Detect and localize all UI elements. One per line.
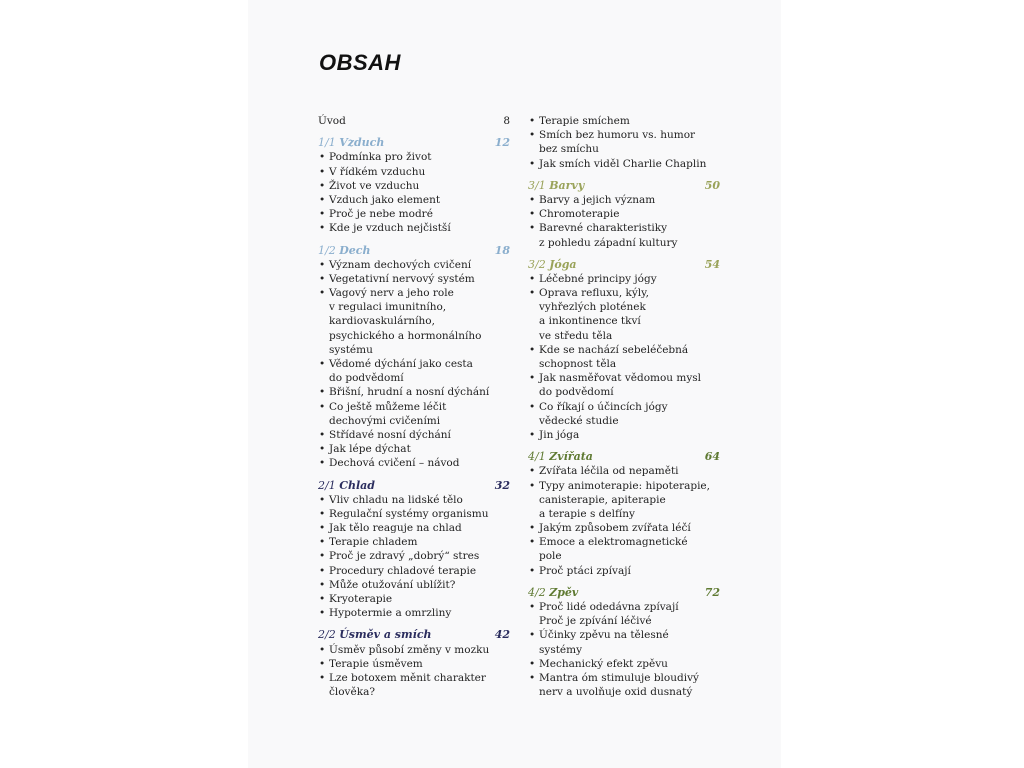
toc-column-left (318, 114, 510, 699)
section-heading-title (318, 628, 432, 642)
section-page-number: 50 (704, 178, 720, 192)
section-heading[interactable] (528, 450, 720, 464)
toc-entry[interactable]: • Proč ptáci zpívají (528, 564, 720, 578)
section-page-number: 64 (704, 450, 720, 464)
section-heading-title (318, 136, 384, 150)
toc-entry-continuation[interactable]: do podvědomí (329, 372, 404, 385)
toc-entry[interactable]: • Barevné charakteristiky (528, 221, 720, 235)
toc-entry[interactable]: • Chromoterapie (528, 207, 720, 221)
section-heading[interactable] (528, 258, 720, 272)
toc-entry-continuation[interactable]: bez smíchu (539, 143, 599, 156)
section-zpev (528, 586, 720, 700)
intro-page: 8 (503, 115, 510, 127)
section-page-number: 54 (704, 257, 720, 271)
toc-entry[interactable]: • Léčebné principy jógy (528, 272, 720, 286)
section-page-number: 42 (494, 628, 510, 642)
toc-entry-continuation[interactable]: a inkontinence tkví (539, 315, 641, 328)
toc-entry-continuation[interactable]: kardiovaskulárního, (329, 315, 435, 328)
toc-entry-continuation[interactable]: systémy (539, 643, 583, 656)
toc-entry[interactable]: • Co říkají o účincích jógy (528, 400, 720, 414)
toc-entry[interactable]: • Jak smích viděl Charlie Chaplin (528, 157, 720, 171)
toc-intro-entry[interactable] (318, 114, 510, 128)
toc-entry[interactable]: • Emoce a elektromagnetické (528, 535, 720, 549)
toc-entry[interactable]: • Mechanický efekt zpěvu (528, 657, 720, 671)
section-usmev-a-smich (318, 628, 510, 699)
toc-entry[interactable]: • Hypotermie a omrzliny (318, 606, 510, 620)
section-heading-title (318, 244, 370, 258)
toc-entry[interactable]: • Úsměv působí změny v mozku (318, 643, 510, 657)
toc-entry[interactable]: • Regulační systémy organismu (318, 507, 510, 521)
page-title: OBSAH (319, 50, 401, 75)
toc-entry-continuation[interactable]: vědecké studie (539, 414, 619, 427)
section-heading[interactable] (318, 244, 510, 258)
toc-entry-continuation[interactable]: do podvědomí (539, 386, 614, 399)
section-heading-title (318, 479, 375, 493)
section-name: Dech (339, 243, 371, 257)
toc-entry[interactable]: • Střídavé nosní dýchání (318, 428, 510, 442)
toc-entry[interactable]: • Vegetativní nervový systém (318, 272, 510, 286)
toc-entry[interactable]: • Jin jóga (528, 428, 720, 442)
toc-entry-continuation[interactable]: dechovými cvičeními (329, 414, 441, 427)
section-name: Barvy (549, 178, 585, 192)
section-name: Jóga (549, 257, 577, 271)
toc-entry-continuation[interactable]: canisterapie, apiterapie (539, 493, 666, 506)
section-page-number: 32 (494, 478, 510, 492)
section-number: 1/2 (318, 243, 336, 257)
section-heading[interactable] (528, 586, 720, 600)
toc-entry[interactable]: • Jak lépe dýchat (318, 442, 510, 456)
toc-entry[interactable]: • Jak nasměřovat vědomou mysl (528, 371, 720, 385)
toc-entry[interactable]: • Kryoterapie (318, 592, 510, 606)
section-heading-title (528, 586, 578, 600)
toc-entry[interactable]: • Může otužování ublížit? (318, 578, 510, 592)
toc-entry[interactable]: • Kde je vzduch nejčistší (318, 221, 510, 235)
section-number: 2/1 (318, 478, 336, 492)
section-usmev-a-smich-continued (528, 114, 720, 171)
toc-entry-continuation[interactable]: a terapie s delfíny (539, 507, 635, 520)
toc-entry[interactable]: • Vliv chladu na lidské tělo (318, 493, 510, 507)
toc-entry[interactable]: • Oprava refluxu, kýly, (528, 286, 720, 300)
toc-entry[interactable]: • Proč je zdravý „dobrý“ stres (318, 549, 510, 563)
toc-entry[interactable]: • Smích bez humoru vs. humor (528, 128, 720, 142)
section-heading-title (528, 258, 577, 272)
toc-entry[interactable]: • Co ještě můžeme léčit (318, 400, 510, 414)
toc-entry-continuation[interactable]: ve středu těla (539, 329, 613, 342)
toc-entry-continuation[interactable]: Proč je zpívání léčivé (539, 615, 652, 628)
toc-entry[interactable]: • Proč je nebe modré (318, 207, 510, 221)
intro-label: Úvod (318, 115, 346, 127)
toc-entry[interactable]: • Břišní, hrudní a nosní dýchání (318, 385, 510, 399)
toc-entry[interactable]: • Jakým způsobem zvířata léčí (528, 521, 720, 535)
section-name: Vzduch (339, 136, 385, 150)
section-number: 4/1 (528, 450, 546, 464)
toc-entry[interactable]: • Procedury chladové terapie (318, 564, 510, 578)
toc-entry[interactable]: • Podmínka pro život (318, 150, 510, 164)
section-chlad (318, 479, 510, 621)
toc-entry-continuation[interactable]: z pohledu západní kultury (539, 236, 678, 249)
section-name: Chlad (339, 478, 375, 492)
toc-entry[interactable]: • Jak tělo reaguje na chlad (318, 521, 510, 535)
section-name: Zvířata (549, 450, 593, 464)
toc-entry-continuation[interactable]: psychického a hormonálního (329, 329, 482, 342)
section-heading[interactable] (318, 628, 510, 642)
section-dech (318, 244, 510, 471)
toc-entry[interactable]: • Barvy a jejich význam (528, 193, 720, 207)
toc-entry[interactable]: • Lze botoxem měnit charakter (318, 671, 510, 685)
toc-entry[interactable]: • V řídkém vzduchu (318, 165, 510, 179)
toc-entry[interactable]: • Mantra óm stimuluje bloudivý (528, 671, 720, 685)
section-name: Úsměv a smích (339, 628, 432, 642)
section-barvy (528, 179, 720, 250)
section-heading[interactable] (528, 179, 720, 193)
section-page-number: 18 (494, 243, 510, 257)
toc-entry-continuation[interactable]: vyhřezlých plotének (539, 301, 646, 314)
section-heading[interactable] (318, 479, 510, 493)
toc-entry[interactable]: • Vědomé dýchání jako cesta (318, 357, 510, 371)
section-name: Zpěv (549, 585, 579, 599)
toc-entry[interactable]: • Kde se nachází sebeléčebná (528, 343, 720, 357)
section-number: 4/2 (528, 585, 546, 599)
toc-column-right (528, 114, 720, 699)
toc-entry-continuation[interactable]: člověka? (329, 686, 375, 699)
toc-entry[interactable]: • Typy animoterapie: hipoterapie, (528, 479, 720, 493)
section-page-number: 12 (494, 136, 510, 150)
section-number: 1/1 (318, 136, 336, 150)
section-zvirata (528, 450, 720, 578)
section-heading-title (528, 179, 584, 193)
toc-entry[interactable]: • Proč lidé odedávna zpívají (528, 600, 720, 614)
section-heading-title (528, 450, 593, 464)
section-number: 3/2 (528, 257, 546, 271)
toc-entry[interactable]: • Terapie chladem (318, 535, 510, 549)
toc-entry[interactable]: • Zvířata léčila od nepaměti (528, 464, 720, 478)
toc-entry-continuation[interactable]: v regulaci imunitního, (329, 301, 447, 314)
toc-entry[interactable]: • Vagový nerv a jeho role (318, 286, 510, 300)
section-number: 2/2 (318, 628, 336, 642)
toc-entry-continuation[interactable]: pole (539, 550, 562, 563)
toc-entry[interactable]: • Účinky zpěvu na tělesné (528, 628, 720, 642)
toc-entry-continuation[interactable]: nerv a uvolňuje oxid dusnatý (539, 686, 693, 699)
section-number: 3/1 (528, 178, 546, 192)
section-page-number: 72 (704, 585, 720, 599)
toc-entry[interactable]: • Vzduch jako element (318, 193, 510, 207)
toc-entry[interactable]: • Dechová cvičení – návod (318, 456, 510, 470)
toc-entry-continuation[interactable]: systému (329, 343, 373, 356)
toc-entry-continuation[interactable]: schopnost těla (539, 358, 617, 370)
toc-entry[interactable]: • Terapie úsměvem (318, 657, 510, 671)
toc-entry[interactable]: • Život ve vzduchu (318, 179, 510, 193)
section-heading[interactable] (318, 136, 510, 150)
section-vzduch (318, 136, 510, 235)
section-joga (528, 258, 720, 442)
toc-entry[interactable]: • Terapie smíchem (528, 114, 720, 128)
toc-entry[interactable]: • Význam dechových cvičení (318, 258, 510, 272)
